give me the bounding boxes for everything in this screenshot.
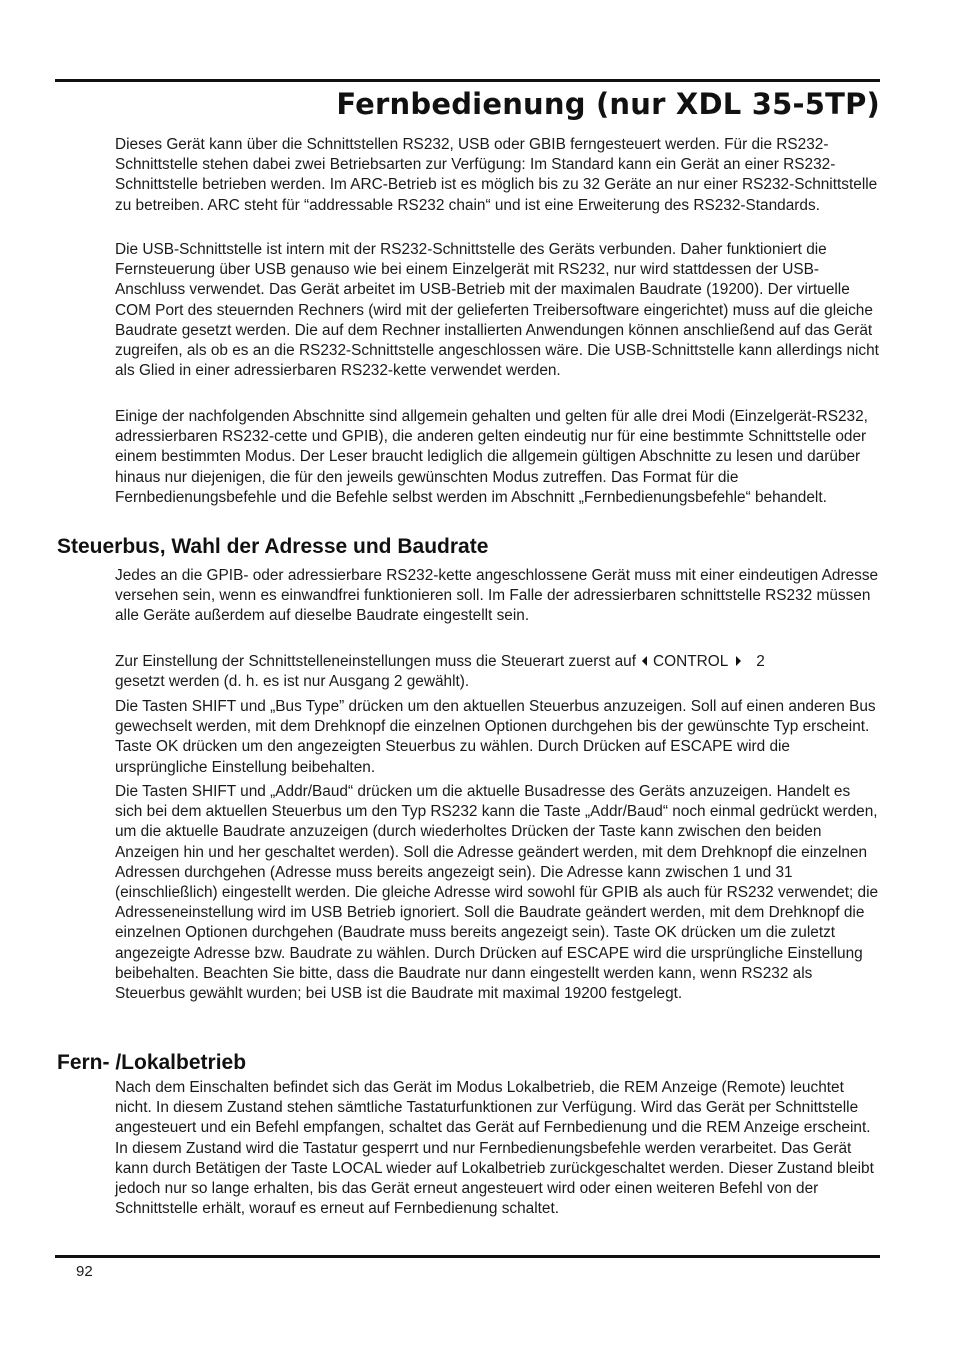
steuerbus-paragraph-2 (115, 652, 880, 692)
steuerbus-paragraph-4: Die Tasten SHIFT und „Addr/Baud“ drücken um die aktuelle Busadresse des Geräts anzuzeigen. Handelt es sich bei dem aktuellen Steuerbus um den Typ RS232 kann die Taste „Addr/Baud“ noch einmal gedrückt werden, um die aktuelle Baudrate anzuzeigen (durch wiederholtes Drücken der Taste kann zwischen den beiden Anzeigen hin und her geschaltet werden). Soll die Adresse geändert werden, mit dem Drehknopf die einzelnen Adressen durchgehen (Adresse muss bereits angezeigt sein). Die Adresse kann zwischen 1 und 31 (einschließlich) eingestellt werden. Die gleiche Adresse wird sowohl für GPIB als auch für RS232 verwendet; die Adresseneinstellung wird im USB Betrieb ignoriert. Soll die Baudrate geändert werden, mit dem Drehknopf die einzelnen Optionen durchgehen (Baudrate muss bereits angezeigt sein). Taste OK drücken um die zuletzt angezeigte Adresse bzw. Baudrate zu wählen. Durch Drücken auf ESCAPE wird die ursprüngliche Einstellung beibehalten. Beachten Sie bitte, dass die Baudrate nur dann eingestellt werden kann, wenn RS232 als Steuerbus gewählt wurden; bei USB ist die Baudrate mit maximal 19200 festgelegt. (115, 783, 879, 1003)
steuerbus-paragraph-3: Die Tasten SHIFT und „Bus Type” drücken um den aktuellen Steuerbus anzuzeigen. Soll auf einen anderen Bus gewechselt werden, mit dem Drehknopf die einzelnen Optionen durchgehen bis der gewünschte Typ erscheint. Taste OK drücken um den angezeigten Steuerbus zu wählen. Durch Drücken auf ESCAPE wird die ursprüngliche Einstellung beibehalten. (115, 698, 876, 776)
intro-paragraph-1: Dieses Gerät kann über die Schnittstellen RS232, USB oder GBIB ferngesteuert werden. Für die RS232-Schnittstelle stehen dabei zwei Betriebsarten zur Verfügung: Im Standard kann ein Gerät an einer RS232-Schnittstelle betrieben werden. Im ARC-Betrieb ist es möglich bis zu 32 Geräte an nur einer RS232-Schnittstelle zu betreiben. ARC steht für “addressable RS232 chain“ und ist eine Erweiterung des RS232-Standards. (115, 136, 878, 214)
paragraph-text-before: Zur Einstellung der Schnittstelleneinstellungen muss die Steuerart zuerst auf (115, 653, 636, 670)
fern-lokal-paragraph: Nach dem Einschalten befindet sich das Gerät im Modus Lokalbetrieb, die REM Anzeige (Remote) leuchtet nicht. In diesem Zustand stehen sämtliche Tastaturfunktionen zur Verfügung. Wird das Gerät per Schnittstelle angesteuert und ein Befehl empfangen, schaltet das Gerät auf Fernbedienung und die REM Anzeige erscheint. In diesem Zustand wird die Tastatur gesperrt und nur Fernbedienungsbefehle werden verarbeitet. Das Gerät kann durch Betätigen der Taste LOCAL wieder auf Lokalbetrieb zurückgeschaltet werden. Dieser Zustand bleibt jedoch nur so lange erhalten, bis das Gerät erneut angesteuert wird oder einen weiteren Befehl von der Schnittstelle erhält, worauf es erneut auf Fernbedienung schaltet. (115, 1079, 874, 1218)
paragraph-text-after: gesetzt werden (d. h. es ist nur Ausgang 2 gewählt). (115, 673, 470, 691)
arrow-right-icon (736, 656, 741, 666)
intro-paragraph-2: Die USB-Schnittstelle ist intern mit der RS232-Schnittstelle des Geräts verbunden. Daher funktioniert die Fernsteuerung über USB genauso wie bei einem Einzelgerät mit RS232, nur wird stattdessen der USB-Anschluss verwendet. Das Gerät arbeitet im USB-Betrieb mit der maximalen Baudrate (19200). Der virtuelle COM Port des steuernden Rechners (wird mit der gelieferten Treibersoftware eingerichtet) muss auf die gleiche Baudrate gesetzt werden. Die auf dem Rechner installierten Anwendungen können anschließend auf das Gerät zugreifen, als ob es an die RS232-Schnittstelle angeschlossen wäre. Die USB-Schnittstelle kann allerdings nicht als Glied in einer adressierbaren RS232-kette verwendet werden. (115, 241, 879, 380)
page-number: 92 (76, 1263, 93, 1280)
control-value: 2 (756, 653, 765, 670)
control-label: CONTROL (653, 653, 729, 670)
page-title: Fernbedienung (nur XDL 35-5TP) (336, 87, 880, 121)
intro-paragraph-3: Einige der nachfolgenden Abschnitte sind allgemein gehalten und gelten für alle drei Modi (Einzelgerät-RS232, adressierbaren RS232-cette und GPIB), die anderen gelten eindeutig nur für eine bestimmte Schnittstelle oder einem bestimmten Modus. Der Leser braucht lediglich die allgemein gültigen Abschnitte zu lesen und darüber hinaus nur diejenigen, die für den jeweils gewünschten Modus zutreffen. Das Format für die Fernbedienungsbefehle und die Befehle selbst werden im Abschnitt „Fernbedienungsbefehle“ behandelt. (115, 408, 868, 506)
top-rule (55, 79, 880, 82)
arrow-left-icon (642, 656, 647, 666)
section-heading-steuerbus: Steuerbus, Wahl der Adresse und Baudrate (57, 535, 489, 558)
bottom-rule (55, 1255, 880, 1258)
steuerbus-paragraph-1: Jedes an die GPIB- oder adressierbare RS232-kette angeschlossene Gerät muss mit einer eindeutigen Adresse versehen sein, wenn es einwandfrei funktionieren soll. Im Falle der adressierbaren schnittstelle RS232 müssen alle Geräte außerdem auf dieselbe Baudrate eingestellt sein. (115, 567, 879, 625)
section-heading-fern-lokal: Fern- /Lokalbetrieb (57, 1051, 247, 1074)
